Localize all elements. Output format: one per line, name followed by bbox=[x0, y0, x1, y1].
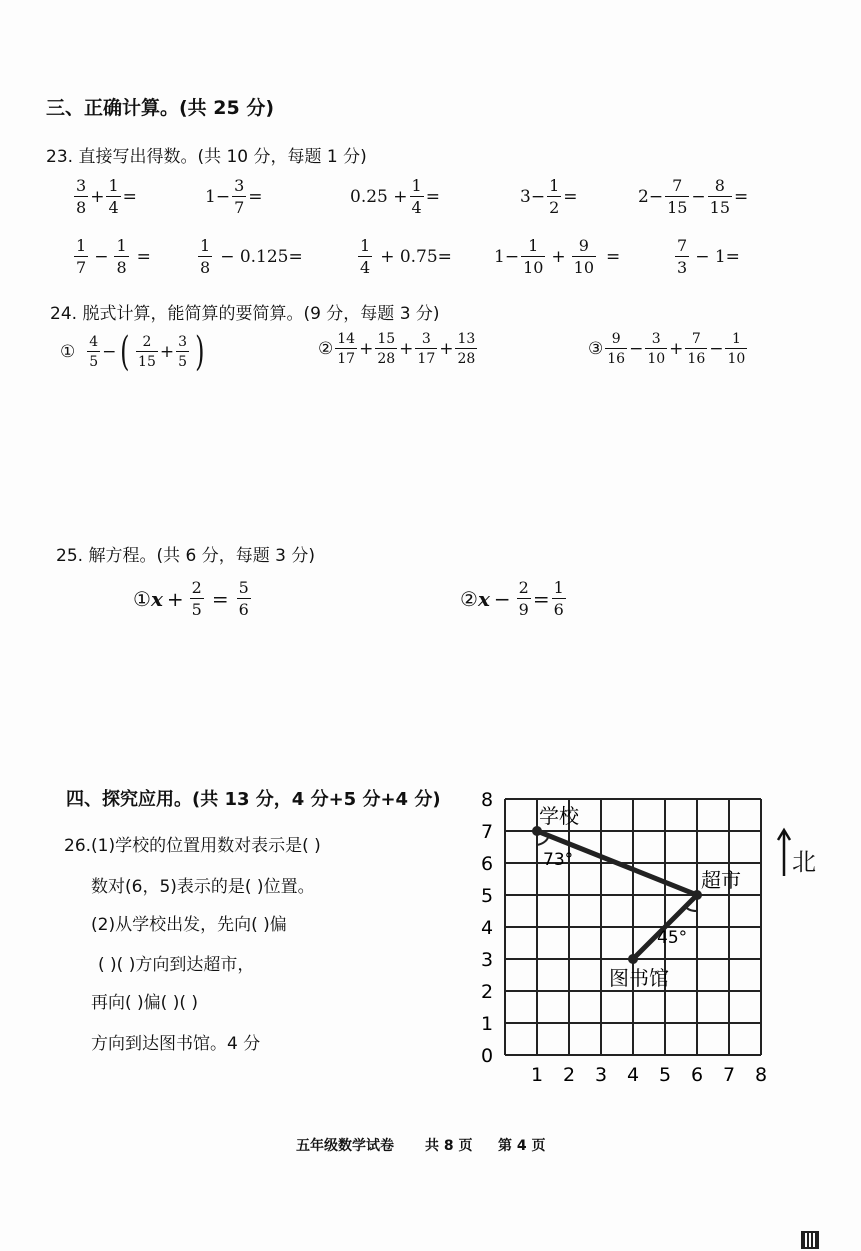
q26-line-3: (2)从学校出发，先向( )偏 bbox=[91, 915, 287, 935]
section4-title: 四、探究应用。(共 13 分，4 分+5 分+4 分) bbox=[66, 789, 441, 810]
q24-title: 24. 脱式计算，能简算的要简算。(9 分，每题 3 分) bbox=[50, 304, 440, 324]
q23-item-9: 1− $\frac{1}{10}$ + $\frac{9}{10}$ = bbox=[494, 236, 621, 277]
q23-item-1: $\frac{3}{8}$ + $\frac{1}{4}$ = bbox=[76, 176, 137, 217]
q26-line-6: 方向到达图书馆。4 分 bbox=[91, 1034, 261, 1054]
x-tick-label: 7 bbox=[723, 1064, 736, 1086]
footer-title: 五年级数学试卷 bbox=[296, 1138, 394, 1154]
q23-item-5: 2− $\frac{7}{15}$ − $\frac{8}{15}$ = bbox=[638, 176, 749, 217]
q26-line-4: ( )( )方向到达超市， bbox=[98, 955, 255, 975]
q25-title: 25. 解方程。(共 6 分，每题 3 分) bbox=[56, 546, 315, 566]
q23-item-8: $\frac{1}{4}$ + 0.75= bbox=[360, 236, 452, 277]
section3-title: 三、正确计算。(共 25 分) bbox=[46, 97, 275, 119]
y-tick-label: 2 bbox=[481, 981, 494, 1003]
library-point bbox=[628, 954, 638, 964]
y-tick-label: 5 bbox=[481, 885, 494, 907]
coordinate-grid bbox=[470, 789, 810, 1095]
y-tick-label: 0 bbox=[481, 1045, 494, 1067]
x-tick-label: 2 bbox=[563, 1064, 576, 1086]
x-tick-label: 4 bbox=[627, 1064, 640, 1086]
q23-item-2: 1− $\frac{3}{7}$ = bbox=[205, 176, 263, 217]
y-tick-label: 4 bbox=[481, 917, 494, 939]
north-arrow bbox=[776, 828, 792, 882]
angle-45-label: 45° bbox=[657, 928, 688, 948]
x-tick-label: 3 bbox=[595, 1064, 608, 1086]
y-tick-label: 6 bbox=[481, 853, 494, 875]
q23-item-4: 3− $\frac{1}{2}$ = bbox=[520, 176, 578, 217]
q26-line-1: 26.(1)学校的位置用数对表示是( ) bbox=[64, 836, 321, 856]
library-label: 图书馆 bbox=[609, 966, 669, 990]
grid-lines bbox=[505, 799, 761, 1055]
q23-item-7: $\frac{1}{8}$ − 0.125= bbox=[200, 236, 303, 277]
footer-current-page: 第 4 页 bbox=[498, 1138, 546, 1154]
qr-icon bbox=[801, 1231, 819, 1249]
q24-problem-3: ③ $\frac{9}{16}$ − $\frac{3}{10}$ + $\frac{7}{16}$ − $\frac{1}{10}$ bbox=[588, 331, 746, 367]
x-tick-label: 8 bbox=[755, 1064, 768, 1086]
q24-problem-2: ② $\frac{14}{17}$ + $\frac{15}{28}$ + $\frac{3}{17}$ + $\frac{13}{28}$ bbox=[318, 331, 476, 367]
x-tick-label: 5 bbox=[659, 1064, 672, 1086]
market-label: 超市 bbox=[701, 868, 741, 892]
q25-equation-2: ② x − $\frac{2}{9}$ = $\frac{1}{6}$ bbox=[460, 578, 564, 619]
school-label: 学校 bbox=[539, 804, 579, 828]
north-arrow-icon bbox=[776, 828, 792, 878]
y-tick-label: 7 bbox=[481, 821, 494, 843]
q23-item-3: 0.25 + $\frac{1}{4}$ = bbox=[350, 176, 440, 217]
q26-line-5: 再向( )偏( )( ) bbox=[91, 993, 199, 1013]
q25-equation-1: ① x + $\frac{2}{5}$ = $\frac{5}{6}$ bbox=[133, 578, 249, 619]
angle-73-label: 73° bbox=[543, 850, 574, 870]
q23-title: 23. 直接写出得数。(共 10 分，每题 1 分) bbox=[46, 147, 367, 167]
x-tick-label: 1 bbox=[531, 1064, 544, 1086]
y-tick-label: 1 bbox=[481, 1013, 494, 1035]
q24-problem-1: ① $\frac{4}{5}$ − ( $\frac{2}{15}$ + $\frac{3}{5}$ ) bbox=[60, 329, 205, 375]
q23-item-6: $\frac{1}{7}$ − $\frac{1}{8}$ = bbox=[76, 236, 151, 277]
y-tick-label: 8 bbox=[481, 789, 494, 811]
footer-total-pages: 共 8 页 bbox=[425, 1138, 473, 1154]
x-tick-label: 6 bbox=[691, 1064, 704, 1086]
q23-item-10: $\frac{7}{3}$ − 1= bbox=[677, 236, 740, 277]
q26-line-2: 数对(6，5)表示的是( )位置。 bbox=[91, 877, 315, 897]
y-tick-label: 3 bbox=[481, 949, 494, 971]
grid-ticks bbox=[481, 789, 767, 1086]
north-label: 北 bbox=[792, 848, 816, 876]
